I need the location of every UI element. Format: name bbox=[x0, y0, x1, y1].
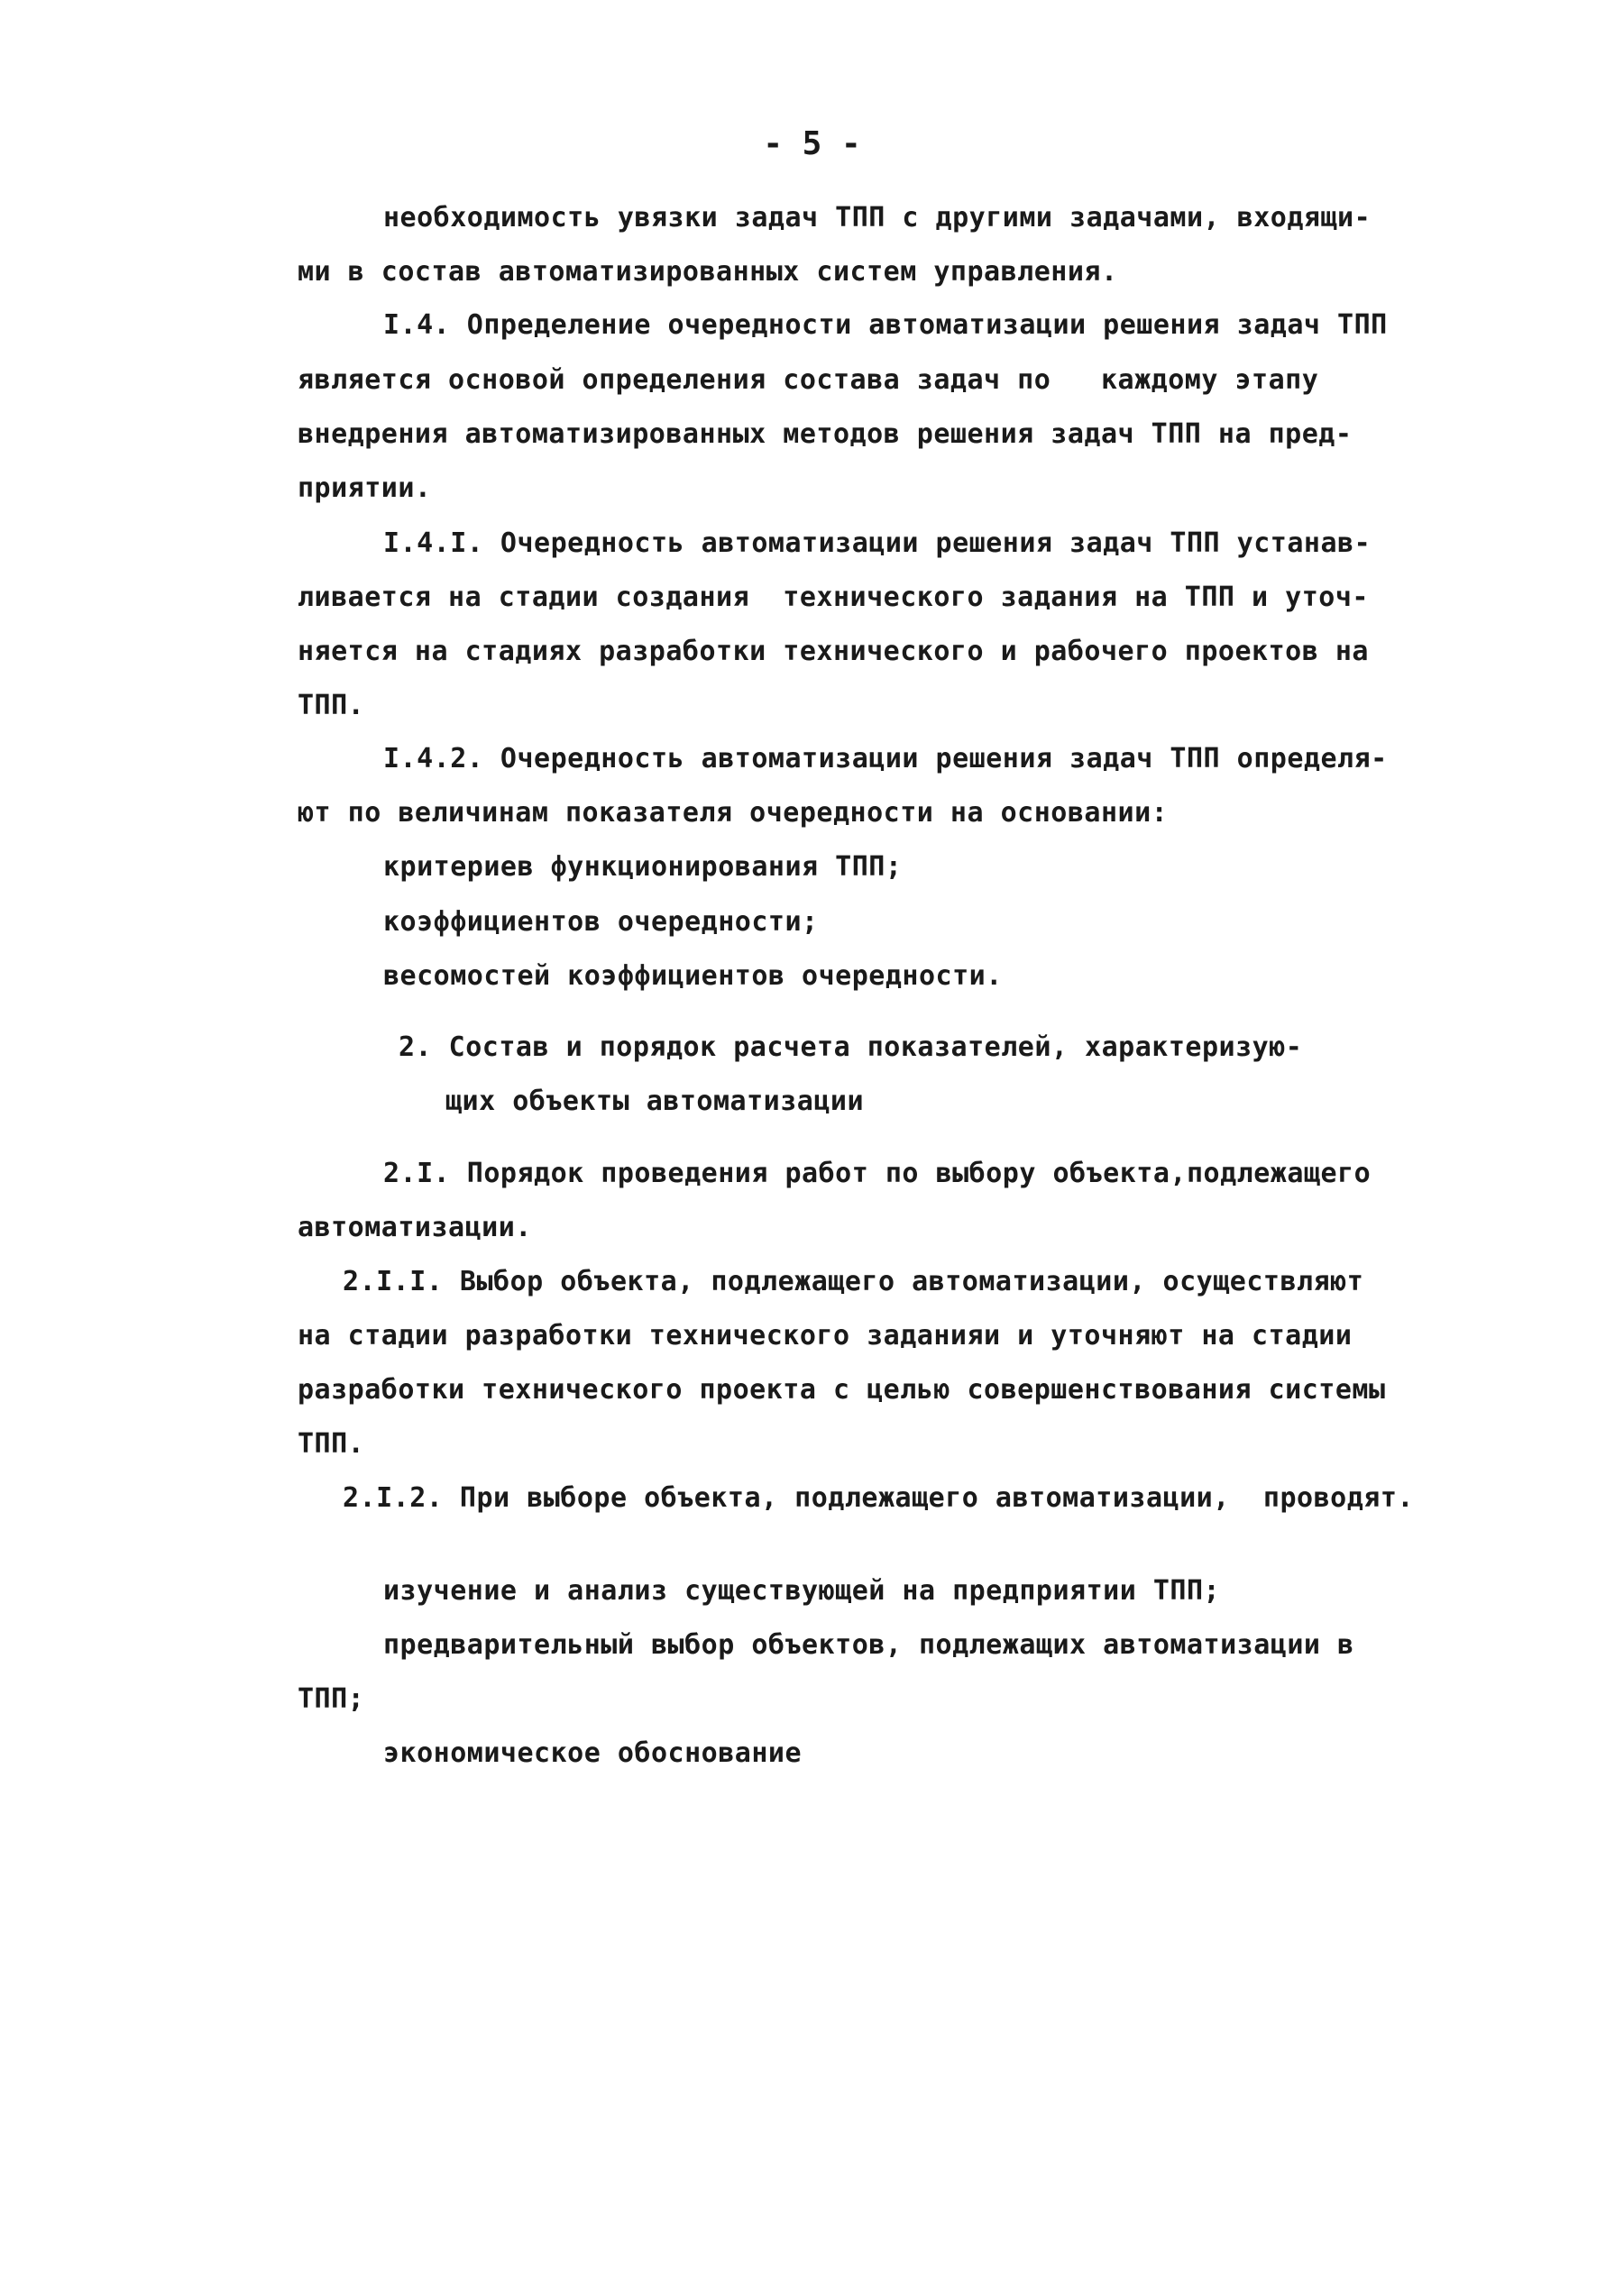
list-item: экономическое обоснование bbox=[383, 1737, 803, 1769]
list-item: критериев функционирования ТПП; bbox=[383, 851, 903, 883]
paragraph-1-4-2: I.4.2. Очередность автоматизации решения задач ТПП определя- bbox=[383, 743, 1388, 774]
text-line: ют по величинам показателя очередности на основании: bbox=[298, 797, 1169, 829]
paragraph-1-4: I.4. Определение очередности автоматизации решения задач ТПП bbox=[383, 309, 1388, 341]
section-heading-2-cont: щих объекты автоматизации bbox=[445, 1086, 865, 1117]
text-line: на стадии разработки технического заданияи и уточняют на стадии bbox=[298, 1320, 1353, 1352]
paragraph-2-1-1: 2.I.I. Выбор объекта, подлежащего автоматизации, осуществляют bbox=[343, 1266, 1364, 1297]
paragraph-2-1: 2.I. Порядок проведения работ по выбору объекта,подлежащего bbox=[383, 1158, 1372, 1189]
text-line: ТПП. bbox=[298, 1428, 365, 1460]
text-line: ливается на стадии создания технического задания на ТПП и уточ- bbox=[298, 582, 1369, 613]
text-line: ТПП; bbox=[298, 1683, 365, 1715]
list-item: весомостей коэффициентов очередности. bbox=[383, 960, 1003, 992]
list-item: коэффициентов очередности; bbox=[383, 906, 819, 938]
paragraph-1-4-1: I.4.I. Очередность автоматизации решения задач ТПП устанав- bbox=[383, 527, 1372, 559]
text-line: является основой определения состава задач по каждому этапу bbox=[298, 364, 1319, 396]
paragraph-2-1-2: 2.I.2. При выборе объекта, подлежащего автоматизации, проводят. bbox=[343, 1482, 1414, 1514]
text-line: няется на стадиях разработки технического и рабочего проектов на bbox=[298, 636, 1369, 667]
list-item: предварительный выбор объектов, подлежащих автоматизации в bbox=[383, 1629, 1354, 1661]
text-line: ми в состав автоматизированных систем управления. bbox=[298, 256, 1118, 288]
text-line: внедрения автоматизированных методов решения задач ТПП на пред- bbox=[298, 418, 1353, 450]
text-line: приятии. bbox=[298, 472, 432, 504]
page-number: - 5 - bbox=[763, 125, 861, 162]
text-line: ТПП. bbox=[298, 690, 365, 721]
list-item: изучение и анализ существующей на предприятии ТПП; bbox=[383, 1575, 1221, 1607]
section-heading-2: 2. Состав и порядок расчета показателей, характеризую- bbox=[399, 1031, 1303, 1063]
text-line: автоматизации. bbox=[298, 1212, 532, 1243]
text-line: разработки технического проекта с целью совершенствования системы bbox=[298, 1374, 1386, 1406]
text-line: необходимость увязки задач ТПП с другими задачами, входящи- bbox=[383, 202, 1372, 234]
